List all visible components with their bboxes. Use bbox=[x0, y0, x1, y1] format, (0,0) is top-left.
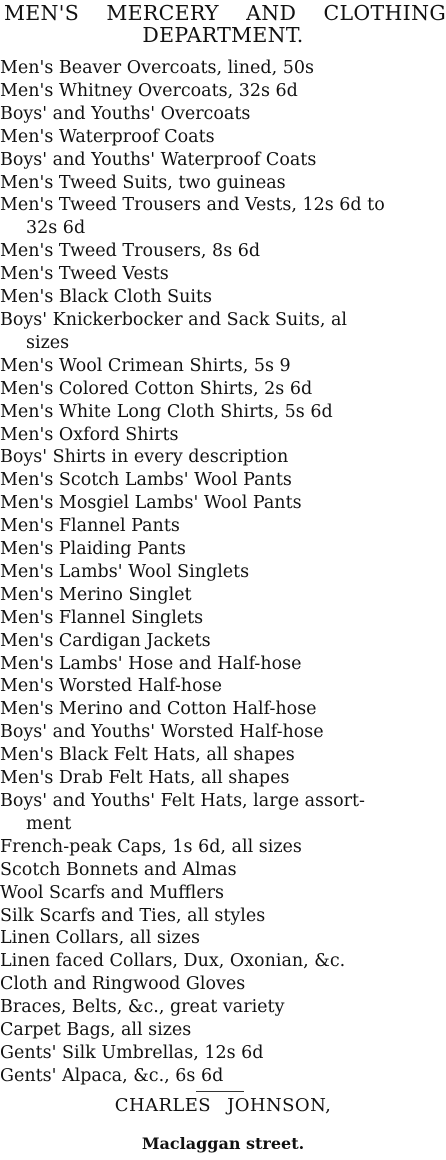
list-item: Men's Scotch Lambs' Wool Pants bbox=[0, 470, 292, 491]
list-item: Carpet Bags, all sizes bbox=[0, 1020, 192, 1041]
list-item: French-peak Caps, 1s 6d, all sizes bbox=[0, 836, 302, 857]
list-item: Men's Black Felt Hats, all shapes bbox=[0, 745, 295, 766]
heading-line-1: MEN'S MERCERY AND CLOTHING bbox=[4, 1, 446, 25]
list-item: Men's Merino and Cotton Half-hose bbox=[0, 699, 317, 720]
signature-address: Maclaggan street. bbox=[141, 1134, 305, 1153]
list-item: Boys' Shirts in every description bbox=[0, 447, 289, 468]
list-item: Men's Waterproof Coats bbox=[0, 126, 215, 147]
list-item: Scotch Bonnets and Almas bbox=[0, 859, 237, 880]
signature-name: CHARLES JOHNSON, bbox=[114, 1095, 332, 1116]
item-continuation: ment bbox=[26, 813, 72, 834]
list-item: Linen Collars, all sizes bbox=[0, 928, 201, 949]
list-item: Men's Whitney Overcoats, 32s 6d bbox=[0, 80, 298, 101]
list-item: Men's Mosgiel Lambs' Wool Pants bbox=[0, 493, 302, 514]
list-item: Men's Wool Crimean Shirts, 5s 9 bbox=[0, 355, 291, 376]
list-item: Men's Drab Felt Hats, all shapes bbox=[0, 768, 290, 789]
item-text: Boys' Knickerbocker and Sack Suits, al bbox=[0, 309, 348, 330]
item-continuation: sizes bbox=[26, 332, 70, 353]
item-continuation: 32s 6d bbox=[26, 218, 86, 239]
list-item: Men's Oxford Shirts bbox=[0, 424, 179, 445]
list-item bbox=[0, 309, 446, 355]
heading-line-2: DEPARTMENT. bbox=[142, 23, 304, 47]
item-text: Men's Tweed Trousers and Vests, 12s 6d to bbox=[0, 195, 385, 216]
list-item: Silk Scarfs and Ties, all styles bbox=[0, 905, 266, 926]
list-item: Men's Beaver Overcoats, lined, 50s bbox=[0, 58, 314, 78]
list-item: Cloth and Ringwood Gloves bbox=[0, 974, 246, 995]
list-item: Men's Lambs' Hose and Half-hose bbox=[0, 653, 302, 674]
list-item bbox=[0, 790, 446, 836]
list-item: Gents' Alpaca, &c., 6s 6d bbox=[0, 1065, 224, 1086]
list-item: Men's Tweed Vests bbox=[0, 264, 169, 285]
list-item: Men's Merino Singlet bbox=[0, 584, 192, 605]
list-item: Men's White Long Cloth Shirts, 5s 6d bbox=[0, 401, 333, 422]
list-item: Men's Cardigan Jackets bbox=[0, 630, 211, 651]
list-item: Linen faced Collars, Dux, Oxonian, &c. bbox=[0, 951, 346, 972]
list-item: Men's Tweed Trousers, 8s 6d bbox=[0, 241, 261, 262]
list-item: Men's Flannel Singlets bbox=[0, 607, 204, 628]
divider bbox=[196, 1091, 244, 1092]
list-item: Men's Colored Cotton Shirts, 2s 6d bbox=[0, 378, 313, 399]
list-item: Gents' Silk Umbrellas, 12s 6d bbox=[0, 1042, 264, 1063]
list-item: Men's Flannel Pants bbox=[0, 516, 180, 537]
list-item: Boys' and Youths' Worsted Half-hose bbox=[0, 722, 324, 743]
list-item bbox=[0, 194, 446, 240]
list-item: Boys' and Youths' Waterproof Coats bbox=[0, 149, 317, 170]
list-item: Men's Lambs' Wool Singlets bbox=[0, 561, 250, 582]
item-list bbox=[0, 57, 446, 1088]
list-item: Men's Black Cloth Suits bbox=[0, 287, 213, 308]
list-item: Men's Plaiding Pants bbox=[0, 539, 186, 560]
list-item: Wool Scarfs and Mufflers bbox=[0, 882, 225, 903]
list-item: Men's Worsted Half-hose bbox=[0, 676, 222, 697]
item-text: Boys' and Youths' Felt Hats, large assort- bbox=[0, 791, 365, 811]
list-item: Braces, Belts, &c., great variety bbox=[0, 997, 285, 1018]
list-item: Boys' and Youths' Overcoats bbox=[0, 103, 251, 124]
list-item: Men's Tweed Suits, two guineas bbox=[0, 172, 286, 193]
